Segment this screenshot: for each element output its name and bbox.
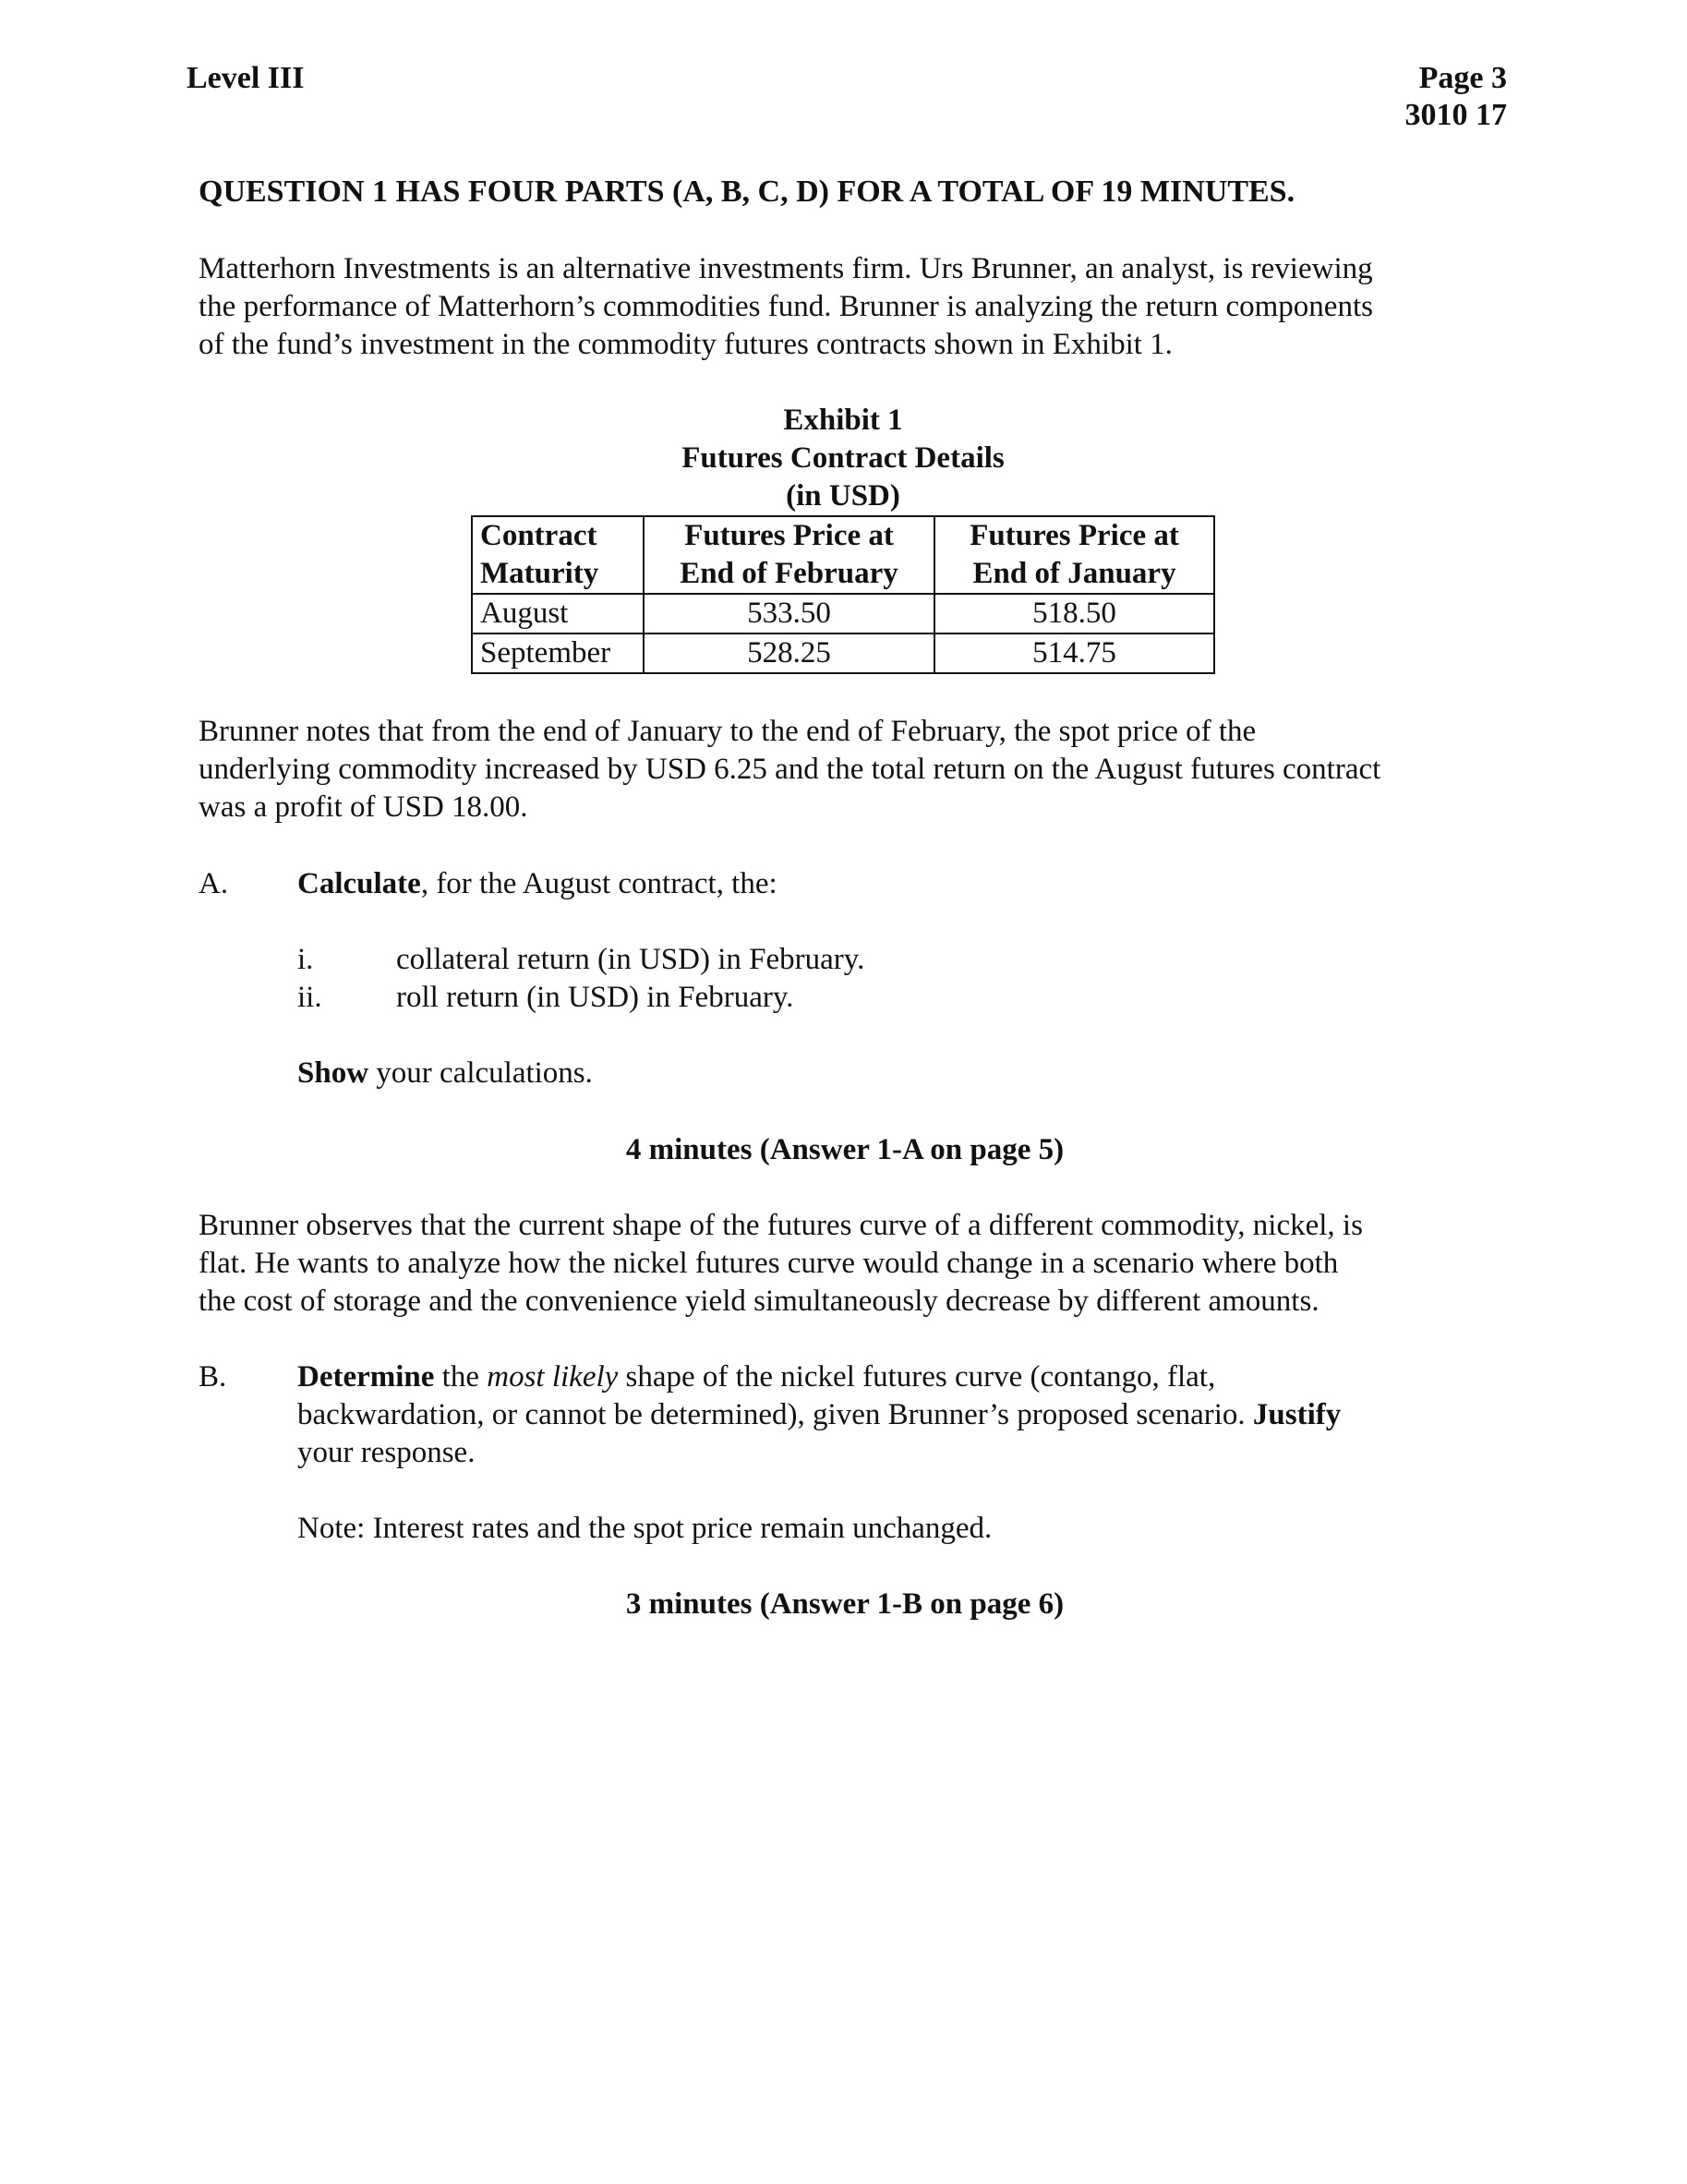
part-b-line <box>297 1396 1341 1434</box>
part-a-instruction <box>297 865 777 903</box>
column-header-line: Maturity <box>480 557 599 590</box>
level-label: Level III <box>187 61 305 95</box>
table-cell: August <box>472 594 644 633</box>
part-a-show <box>297 1055 593 1092</box>
part-b-instruction <box>297 1358 1341 1472</box>
table-row <box>472 633 1214 673</box>
part-b-timing: 3 minutes (Answer 1-B on page 6) <box>625 1587 1065 1621</box>
exhibit-title: Exhibit 1 <box>783 404 903 437</box>
table-cell: 514.75 <box>934 633 1214 673</box>
part-a-item-text: roll return (in USD) in February. <box>396 981 794 1014</box>
page-number: Page 3 <box>1418 61 1507 95</box>
intro-line: of the fund’s investment in the commodity futures contracts shown in Exhibit 1. <box>199 328 1173 361</box>
table-header-row <box>472 516 1214 594</box>
nickel-paragraph <box>199 1207 1363 1321</box>
table-cell: 518.50 <box>934 594 1214 633</box>
exhibit-heading <box>471 402 1215 515</box>
table-cell: 533.50 <box>644 594 934 633</box>
part-b-justify-verb: Justify <box>1252 1398 1342 1431</box>
column-header <box>472 516 644 594</box>
table-cell: 528.25 <box>644 633 934 673</box>
part-b-text: backwardation, or cannot be determined), given Brunner’s proposed scenario. <box>297 1398 1253 1431</box>
part-a-timing: 4 minutes (Answer 1-A on page 5) <box>625 1133 1065 1166</box>
part-a-verb: Calculate <box>297 867 421 900</box>
nickel-line: Brunner observes that the current shape of the futures curve of a different commodity, nickel, is <box>199 1209 1363 1242</box>
table-cell: September <box>472 633 644 673</box>
nickel-line: the cost of storage and the convenience yield simultaneously decrease by different amounts. <box>199 1285 1319 1318</box>
part-b-note: Note: Interest rates and the spot price remain unchanged. <box>297 1512 993 1545</box>
part-a-item-num: i. <box>297 943 314 976</box>
part-b-letter: B. <box>199 1360 227 1394</box>
question-title: QUESTION 1 HAS FOUR PARTS (A, B, C, D) FOR A TOTAL OF 19 MINUTES. <box>199 175 1295 209</box>
exhibit-table <box>471 515 1215 674</box>
part-a-show-verb: Show <box>297 1056 369 1090</box>
column-header-line: Futures Price at <box>684 519 894 552</box>
part-b-verb: Determine <box>297 1360 435 1394</box>
notes-line: Brunner notes that from the end of January to the end of February, the spot price of the <box>199 715 1257 748</box>
part-a-item-text: collateral return (in USD) in February. <box>396 943 865 976</box>
column-header <box>934 516 1214 594</box>
column-header-line: Futures Price at <box>970 519 1179 552</box>
exhibit-subtitle: Futures Contract Details <box>681 441 1005 475</box>
table-row <box>472 594 1214 633</box>
part-b-line <box>297 1358 1341 1396</box>
nickel-line: flat. He wants to analyze how the nickel futures curve would change in a scenario where both <box>199 1247 1339 1280</box>
part-b-line: your response. <box>297 1436 476 1469</box>
intro-line: the performance of Matterhorn’s commodities fund. Brunner is analyzing the return components <box>199 290 1373 323</box>
column-header-line: Contract <box>480 519 597 552</box>
column-header-line: End of January <box>972 557 1176 590</box>
column-header <box>644 516 934 594</box>
notes-line: underlying commodity increased by USD 6.25 and the total return on the August futures contract <box>199 753 1381 786</box>
part-b-emphasis: most likely <box>487 1360 619 1394</box>
part-a-letter: A. <box>199 867 229 900</box>
part-b-text: shape of the nickel futures curve (contango, flat, <box>618 1360 1216 1394</box>
notes-line: was a profit of USD 18.00. <box>199 790 528 824</box>
part-a-show-rest: your calculations. <box>368 1056 593 1090</box>
part-b-text: the <box>434 1360 488 1394</box>
intro-paragraph <box>199 250 1373 364</box>
column-header-line: End of February <box>680 557 898 590</box>
exam-code: 3010 17 <box>1404 98 1507 132</box>
part-a-rest: , for the August contract, the: <box>420 867 777 900</box>
part-a-item-num: ii. <box>297 981 322 1014</box>
exhibit-units: (in USD) <box>786 479 900 513</box>
intro-line: Matterhorn Investments is an alternative investments firm. Urs Brunner, an analyst, is reviewing <box>199 252 1373 285</box>
notes-paragraph <box>199 713 1380 827</box>
